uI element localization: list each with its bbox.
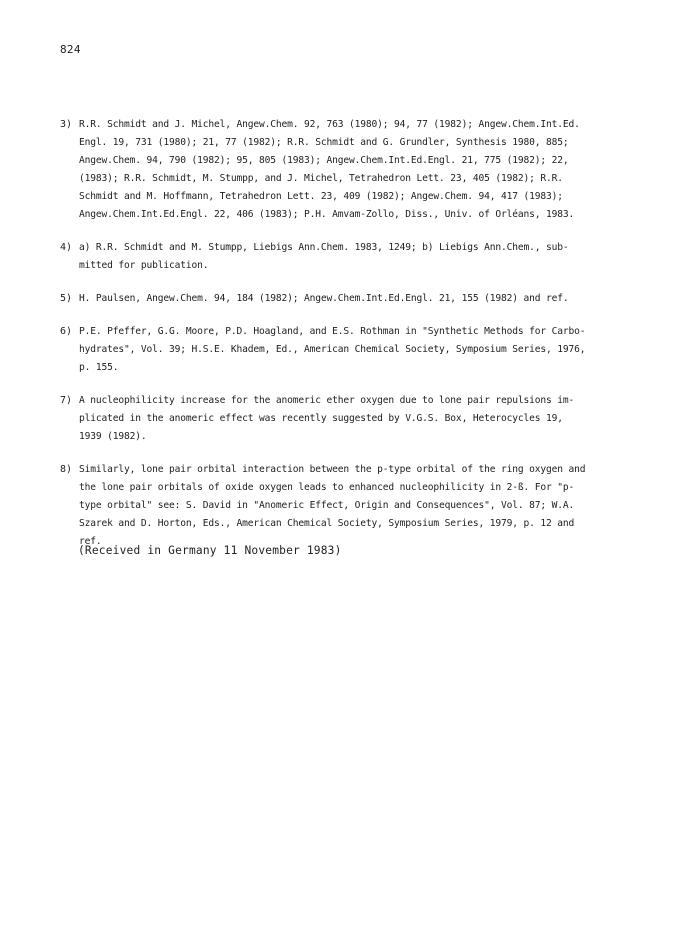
reference-line: (1983); R.R. Schmidt, M. Stumpp, and J. Michel, Tetrahedron Lett. 23, 405 (1982); R.R. [79,173,563,184]
reference-3 [60,116,620,224]
reference-line: type orbital" see: S. David in "Anomeric Effect, Origin and Consequences", Vol. 87; W.A. [79,500,575,511]
reference-number: 6) [60,326,73,337]
reference-line: Angew.Chem.Int.Ed.Engl. 22, 406 (1983); P.H. Amvam-Zollo, Diss., Univ. of Orléans, 1983. [79,209,575,220]
reference-line: R.R. Schmidt and J. Michel, Angew.Chem. 92, 763 (1980); 94, 77 (1982); Angew.Chem.Int.Ed. [79,119,580,130]
reference-number: 7) [60,395,73,406]
reference-line: P.E. Pfeffer, G.G. Moore, P.D. Hoagland, and E.S. Rothman in "Synthetic Methods for Carbo- [79,326,586,337]
reference-number: 4) [60,242,73,253]
reference-number: 8) [60,464,73,475]
reference-list [60,116,620,566]
reference-line: A nucleophilicity increase for the anomeric ether oxygen due to lone pair repulsions im- [79,395,575,406]
reference-7 [60,392,620,446]
reference-5 [60,290,620,308]
reference-6 [60,323,620,377]
reference-line: the lone pair orbitals of oxide oxygen leads to enhanced nucleophilicity in 2-ß. For "p- [79,482,575,493]
reference-8 [60,461,620,551]
reference-line: Angew.Chem. 94, 790 (1982); 95, 805 (1983); Angew.Chem.Int.Ed.Engl. 21, 775 (1982); 22, [79,155,569,166]
reference-line: a) R.R. Schmidt and M. Stumpp, Liebigs Ann.Chem. 1983, 1249; b) Liebigs Ann.Chem., sub- [79,242,569,253]
reference-line: Szarek and D. Horton, Eds., American Chemical Society, Symposium Series, 1979, p. 12 and [79,518,575,529]
reference-line: plicated in the anomeric effect was recently suggested by V.G.S. Box, Heterocycles 19, [79,413,563,424]
reference-line: Engl. 19, 731 (1980); 21, 77 (1982); R.R. Schmidt and G. Grundler, Synthesis 1980, 885; [79,137,569,148]
reference-4 [60,239,620,275]
reference-line: H. Paulsen, Angew.Chem. 94, 184 (1982); Angew.Chem.Int.Ed.Engl. 21, 155 (1982) and ref. [79,293,569,304]
reference-number: 3) [60,119,73,130]
reference-number: 5) [60,293,73,304]
reference-line: 1939 (1982). [79,431,147,442]
received-note: (Received in Germany 11 November 1983) [78,544,342,557]
reference-line: Similarly, lone pair orbital interaction between the p-type orbital of the ring oxygen and [79,464,586,475]
reference-line: hydrates", Vol. 39; H.S.E. Khadem, Ed., American Chemical Society, Symposium Series, 1976, [79,344,586,355]
reference-line: Schmidt and M. Hoffmann, Tetrahedron Lett. 23, 409 (1982); Angew.Chem. 94, 417 (1983); [79,191,563,202]
reference-line: ref. [79,536,102,547]
reference-line: p. 155. [79,362,119,373]
reference-line: mitted for publication. [79,260,209,271]
page-number: 824 [60,43,81,56]
